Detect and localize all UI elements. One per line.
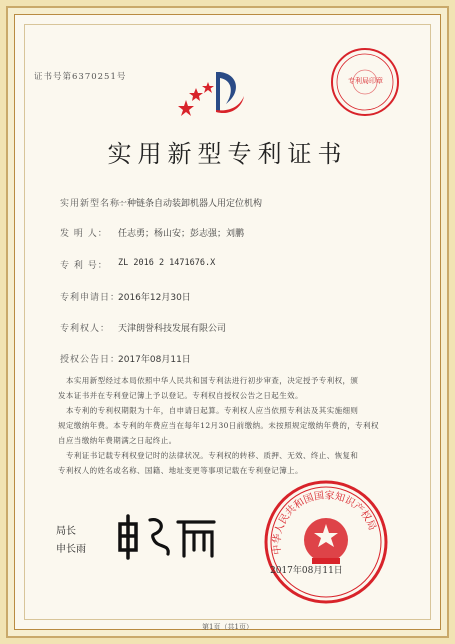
cnipa-emblem-icon [176, 62, 246, 120]
seal-ring-text: 中华人民共和国国家知识产权局 [271, 490, 378, 555]
patentee-label: 专利权人： [60, 324, 111, 334]
seal-date: 2017年08月11日 [270, 566, 343, 576]
director-label: 局长 [56, 526, 76, 537]
director-name: 申长雨 [56, 544, 86, 555]
body-line: 发本证书并在专利登记簿上予以登记。专利权自授权公告之日起生效。 [58, 391, 303, 400]
grant-date-value: 2017年08月11日 [118, 355, 191, 365]
patent-number-label: 专 利 号： [60, 261, 108, 271]
patentee-value: 天津朗誉科技发展有限公司 [118, 324, 227, 334]
patent-number-value: ZL 2016 2 1471676.X [118, 258, 216, 268]
utility-model-name-label: 实用新型名称： [60, 199, 131, 209]
body-line: 专利权人的姓名或名称、国籍、地址变更等事项记载在专利登记簿上。 [58, 466, 303, 475]
seal-ring-text-layer [262, 478, 390, 606]
grant-date-label: 授权公告日： [60, 355, 121, 365]
body-line: 本实用新型经过本局依照中华人民共和国专利法进行初步审查，决定授予专利权，颁 [66, 376, 359, 385]
filing-date-value: 2016年12月30日 [118, 293, 191, 303]
filing-date-label: 专利申请日： [60, 293, 121, 303]
body-line: 规定缴纳年费。本专利的年费应当在每年12月30日前缴纳。未按照规定缴纳年费的，专利权 [58, 421, 379, 430]
certificate-title: 实用新型专利证书 [107, 140, 348, 168]
inventor-label: 发 明 人： [60, 229, 108, 239]
page-indicator: 第1页（共1页） [202, 623, 253, 631]
certificate-number: 证书号第6370251号 [34, 72, 127, 82]
body-line: 专利证书记载专利权登记时的法律状况。专利权的转移、质押、无效、终止、恢复和 [66, 451, 359, 460]
seal-text: 专利局印章 [348, 77, 383, 85]
inventor-value: 任志勇；杨山安；彭志强；刘鹏 [118, 229, 245, 239]
body-line: 本专利的专利权期限为十年，自申请日起算。专利权人应当依照专利法及其实施细则 [66, 406, 359, 415]
body-line: 自应当缴纳年费期满之日起终止。 [58, 436, 177, 445]
director-signature-icon [114, 510, 222, 562]
utility-model-name-value: 一种链条自动装卸机器人用定位机构 [118, 199, 263, 209]
